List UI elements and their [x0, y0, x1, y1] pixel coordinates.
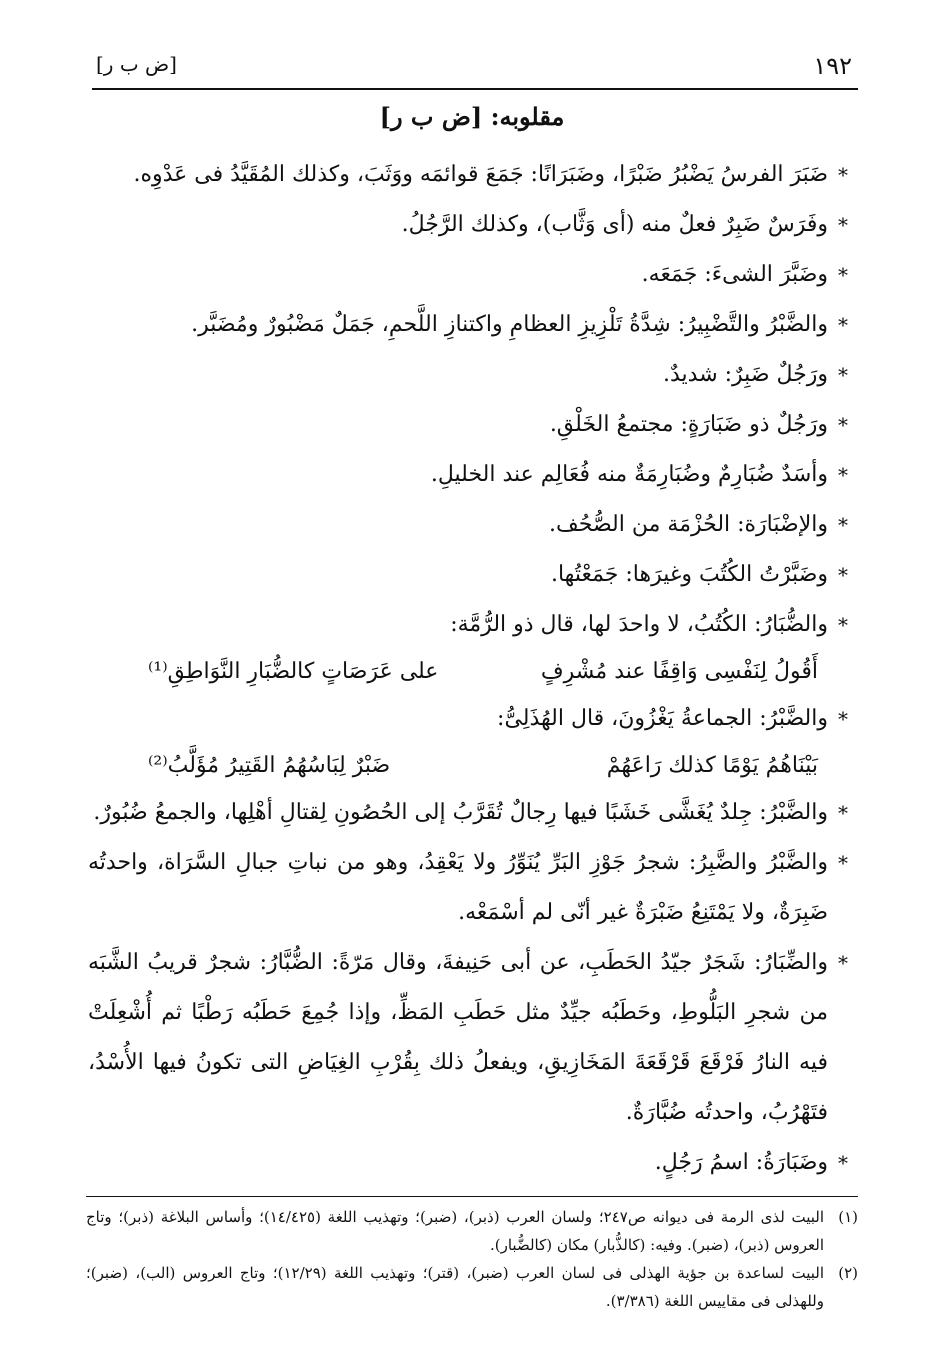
footnote-number: (٢) [838, 1264, 858, 1282]
entry-star: * [838, 413, 848, 437]
entry-star: * [838, 707, 848, 731]
entry-text: ورَجُلٌ ذو ضَبَارَةٍ: مجتمعُ الخَلْقِ. [549, 412, 828, 437]
entry-text: والإضْبَارَة: الحُزْمَة من الصُّحُف. [549, 512, 828, 537]
entry-star: * [838, 801, 848, 825]
verse-first-hemistich: أَقُولُ لِنَفْسِى وَاقِفًا عند مُشْرِفٍ [540, 659, 818, 684]
entry [88, 450, 858, 500]
entry-paragraph [88, 838, 858, 938]
entry-text: والضِّبَارُ: شَجَرٌ جيّدُ الحَطَبِ، عن أبى حَنِيفةَ، وقال مَرّةً: الضُّبَّارُ: شجرٌ قريبُ الشَّبَه من شجرِ البَلُّوطِ، وحَطَبُه جيِّدٌ مثل حَطَبِ المَظِّ، وإذا جُمِعَ حَطَبُه رَطْبًا ثم أُشْعِلَتْ فيه النارُ فَرْقَعَ قَرْقَعَةَ المَخَازِيقِ، ويفعلُ ذلك بِقُرْبِ الغِيَاضِ التى تكونُ فيها الأُسْدُ، فتَهْرُبُ، واحدتُه ضُبَّارَةٌ. [88, 950, 828, 1125]
section-title: مقلوبه: [ض ب ر] [379, 102, 565, 131]
entry [88, 250, 858, 300]
entry [88, 500, 858, 550]
entry-text: ضَبَرَ الفرسُ يَضْبُرُ ضَبْرًا، وضَبَرَانًا: جَمَعَ قوائمَه ووَثَبَ، وكذلك المُقَيَّدُ فى عَدْوِه. [133, 162, 828, 187]
verse-second-hemistich: ضَبْرٌ لِبَاسُهُمُ القَتِيرُ مُؤَلَّبُ⁽²⁾ [148, 753, 391, 778]
footnote [86, 1203, 858, 1259]
entry [88, 300, 858, 350]
entry-star: * [838, 363, 848, 387]
entry-text: والضَّبْرُ: الجماعةُ يَغْزُونَ، قال الهُذَلِىُّ: [497, 706, 828, 731]
entries-body [88, 150, 858, 1188]
footnote-number: (١) [838, 1208, 858, 1226]
footnote-text: البيت لساعدة بن جؤية الهذلى فى لسان العرب (ضبر)، (قتر)؛ وتهذيب اللغة (١٢/٢٩)؛ وتاج العروس (الب)، (ضبر)؛ وللهذلى فى مقاييس اللغة (٣/٣٨٦). [86, 1264, 824, 1310]
verse-first-hemistich: بَيْنَاهُمُ يَوْمًا كذلك رَاعَهُمْ [606, 753, 818, 778]
entry-text: والضَّبْرُ: جِلدٌ يُغَشَّى خَشَبًا فيها رِجالٌ تُقَرَّبُ إلى الحُصُونِ لِقتالِ أهْلِها، والجمعُ ضُبُورٌ. [93, 800, 828, 825]
entry [88, 600, 858, 650]
running-root-label: [ض ب ر] [96, 52, 177, 76]
entry-star: * [838, 463, 848, 487]
entry-text: وضَبَّرْتُ الكُتُبَ وغيرَها: جَمَعْتُها. [550, 562, 828, 587]
entry-paragraph [88, 938, 858, 1138]
entry-text: والضُّبَارُ: الكُتُبُ، لا واحدَ لها، قال ذو الرُّمَّة: [450, 612, 828, 637]
entry [88, 694, 858, 744]
entry-text: وأسَدٌ ضُبَارِمٌ وضُبَارِمَةٌ منه فُعَالِم عند الخليلِ. [430, 462, 828, 487]
entry-text: وضَبَارَةُ: اسمُ رَجُلٍ. [654, 1150, 828, 1175]
entry-star: * [838, 613, 848, 637]
page-number: ١٩٢ [813, 52, 852, 80]
entry [88, 1138, 858, 1188]
page-header [92, 40, 858, 90]
entry-text: ورَجُلٌ ضَبِرٌ: شديدٌ. [662, 362, 828, 387]
entry-text: والضَّبْرُ والتَّضْبِيرُ: شِدَّةُ تَلْزِيزِ العظامِ واكتنازِ اللَّحمِ، جَمَلٌ مَضْبُورٌ ومُضَبَّر. [191, 312, 828, 337]
entry-star: * [838, 851, 848, 875]
entry [88, 550, 858, 600]
entry [88, 350, 858, 400]
entry-star: * [838, 1151, 848, 1175]
entry-text: وفَرَسٌ ضَبِرٌ فعلٌ منه (أى وَثَّاب)، وكذلك الرَّجُلُ. [401, 212, 828, 237]
entry-text: والضَّبْرُ والضَّبِرُ: شجرُ جَوْزِ البَرِّ يُنَوِّرُ ولا يَعْقِدُ، وهو من نباتِ جبالِ السَّرَاة، واحدتُه ضَبِرَةٌ، ولا يَمْتَنِعُ ضَبْرَةٌ غير أنّى لم أسْمَعْه. [88, 850, 828, 925]
entry-paragraph [88, 788, 858, 838]
entry-star: * [838, 513, 848, 537]
footnote-text: البيت لذى الرمة فى ديوانه ص٢٤٧؛ ولسان العرب (ذبر)، (ضبر)؛ وتهذيب اللغة (١٤/٤٢٥)؛ وأساس البلاغة (ذبر)؛ وتاج العروس (ذبر)، (ضبر). وفيه: (كالذُّبار) مكان (كالضُّبار). [86, 1208, 824, 1254]
poem-verse [88, 744, 858, 788]
poem-verse [88, 650, 858, 694]
entry-star: * [838, 313, 848, 337]
entry-star: * [838, 563, 848, 587]
entry-star: * [838, 213, 848, 237]
footnote [86, 1259, 858, 1315]
verse-second-hemistich: على عَرَصَاتٍ كالضُّبَارِ النَّوَاطِقِ⁽¹⁾ [148, 659, 439, 684]
entry-text: وضَبَّرَ الشىءَ: جَمَعَه. [641, 262, 828, 287]
entry [88, 150, 858, 200]
entry-star: * [838, 163, 848, 187]
footnotes [86, 1196, 858, 1315]
entry-star: * [838, 263, 848, 287]
entry [88, 200, 858, 250]
entry-star: * [838, 951, 848, 975]
entry [88, 400, 858, 450]
